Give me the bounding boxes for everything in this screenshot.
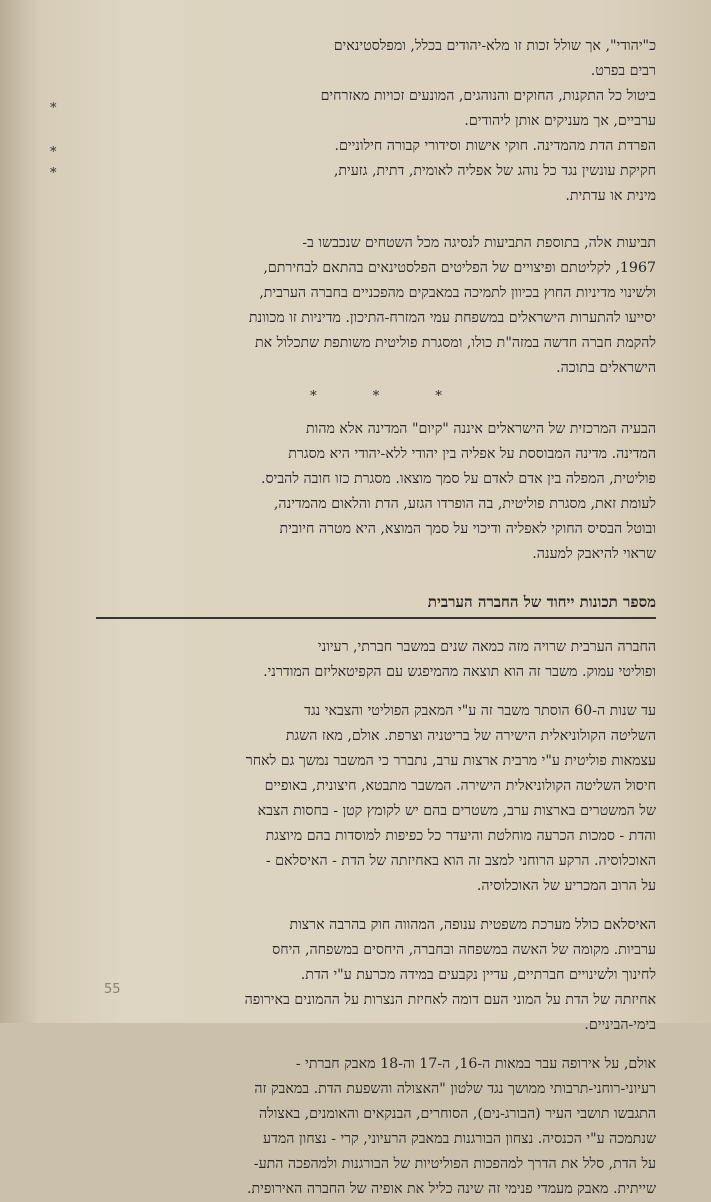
text-line: 1967, לקליטתם ופיצויים של הפליטים הפלסטינאים בהתאם לבחירתם, — [263, 260, 656, 276]
text-line: המדינה. מדינה המבוססת על אפליה בין יהודי ללא-יהודי היא מסגרת — [288, 446, 656, 462]
text-line: ופוליטי עמוק. משבר זה הוא תוצאה מהמיפגש עם הקפיטאליזם המודרני. — [263, 664, 656, 680]
text-line: החברה הערבית שרויה מזה כמאה שנים במשבר חברתי, רעיוני — [317, 639, 656, 655]
text-line: הישראלים בתוכה. — [556, 360, 656, 376]
text-line: לחינוך ולשינויים חברתיים, עדיין נקבעים במידה מכרעת ע"י הדת. — [300, 967, 656, 983]
text-line: ובוטל הבסיס החוקי לאפליה ודיכוי על סמך המוצא, היא מטרה חיובית — [279, 521, 656, 537]
text-line: להקמת חברה חדשה במזה"ת כולו, ומסגרת פוליטית משותפת שתכלול את — [254, 335, 656, 351]
text-line: תביעות אלה, בתוספת התביעות לנסיגה מכל השטחים שנכבשו ב- — [302, 235, 656, 251]
text-line: שייתית. מאבק מעמדי פנימי זה שינה כליל את אופיה של החברה האירופית. — [247, 1181, 656, 1197]
list-item — [50, 84, 656, 134]
text-line: על הדת, סלל את הדרך למהפכות הפוליטיות של הבורגנות ולמהפכה התע- — [253, 1156, 656, 1172]
text-line: השליטה הקולוניאלית הישירה של בריטניה וצרפת. אולם, מאז השגת — [285, 728, 656, 744]
text-line: ולשינוי מדיניות החוץ בכיוון לתמיכה במאבקים מהפכניים בחברה הערבית, — [259, 285, 656, 301]
asterisk-icon: * — [50, 101, 57, 116]
paragraph-2 — [96, 231, 656, 381]
demands-list — [50, 84, 656, 209]
text-line: חיסול השליטה הקולוניאלית הישירה. המשבר מתבטא, חיצונית, באופיים — [264, 778, 656, 794]
text-line: ערביות. מקומה של האשה במשפחה ובחברה, היחסים במשפחה, היחס — [272, 942, 656, 958]
paragraph-7 — [96, 1052, 656, 1202]
text-line: שנתמכה ע"י הכנסיה. נצחון הבורגנות במאבק הרעיוני, קרי - נצחון המדע — [263, 1131, 656, 1147]
section-heading: מספר תכונות ייחוד של החברה הערבית — [96, 589, 656, 619]
paragraph-3 — [96, 417, 656, 567]
paragraph-4 — [96, 635, 656, 685]
text-line: ערביים, אך מעניקים אותן ליהודים. — [464, 113, 656, 129]
text-line: האיסלאם כולל מערכת משפטית ענופה, המהווה חוק בהרבה ארצות — [289, 917, 656, 933]
list-item — [50, 159, 656, 209]
text-column — [50, 34, 656, 1202]
text-line: אולם, על אירופה עבר במאות ה-16, ה-17 וה-18 מאבק חברתי - — [295, 1056, 656, 1072]
text-line: האוכלוסיה. הרקע הרוחני למצב זה הוא באחיזתה של הדת - האיסלאם - — [265, 853, 656, 869]
text-line: ביטול כל התקנות, החוקים והנוהגים, המונעים זכויות מאזרחים — [320, 88, 656, 104]
section-divider-stars: * * * — [310, 389, 468, 404]
text-line: הבעיה המרכזית של הישראלים איננה "קיום" המדינה אלא מהות — [306, 421, 656, 437]
text-line: והדת - סמכות הכרעה מוחלטת והיעדר כל כפיפות למוסדות בהם מיוצגת — [265, 828, 656, 844]
text-line: הפרדת הדת מהמדינה. חוקי אישות וסידורי קבורה חילוניים. — [334, 138, 656, 154]
text-line: רעיוני-רוחני-תרבותי ממושך נגד שלטון "האצולה והשפעת הדת. במאבק זה — [254, 1081, 656, 1097]
paragraph-5 — [96, 699, 656, 899]
text-line: התגבשו תושבי העיר (הבורג-נים), הסוחרים, הבנקאים והאומנים, באצולה — [258, 1106, 656, 1122]
paragraph-6 — [96, 913, 656, 1038]
text-line: חקיקת עונשין נגד כל נוהג של אפליה לאומית, דתית, גזעית, — [333, 163, 656, 179]
page-number: 55 — [104, 982, 121, 997]
text-line: שראוי להיאבק למענה. — [532, 546, 656, 562]
paragraph-1 — [96, 34, 656, 84]
text-line: רבים בפרט. — [590, 63, 656, 79]
text-line: יסייעו להתערות הישראלים במשפחת עמי המזרח-התיכון. מדיניות זו מכוונת — [248, 310, 656, 326]
text-line: בימי-הביניים. — [584, 1017, 656, 1033]
text-line: מינית או עדתית. — [565, 188, 656, 204]
text-line: אחיזתה של הדת על המוני העם דומה לאחיזת הנצרות על ההמונים באירופה — [244, 992, 656, 1008]
text-line: עד שנות ה-60 הוסתר משבר זה ע"י המאבק הפוליטי והצבאי נגד — [304, 703, 656, 719]
asterisk-icon: * — [50, 145, 57, 160]
list-item — [50, 134, 656, 160]
text-line: לעומת זאת, מסגרת פוליטית, בה הופרדו הגזע, הדת והלאום מהמדינה, — [273, 496, 656, 512]
text-line: פוליטית, המפלה בין אדם לאדם על סמך מוצאו. מסגרת כזו חובה להביס. — [261, 471, 656, 487]
text-line: של המשטרים בארצות ערב, משטרים בהם יש לקומץ קטן - בחסות הצבא — [257, 803, 656, 819]
text-line: עצמאות פוליטית ע"י מרבית ארצות ערב, נתברר כי המשבר נמשך גם לאחר — [245, 753, 656, 769]
text-line: על הרוב המכריע של האוכלוסיה. — [476, 878, 656, 894]
text-line: כ"יהודי", אך שולל זכות זו מלא-יהודים בכלל, ומפלסטינאים — [333, 38, 656, 54]
asterisk-icon: * — [50, 166, 57, 181]
